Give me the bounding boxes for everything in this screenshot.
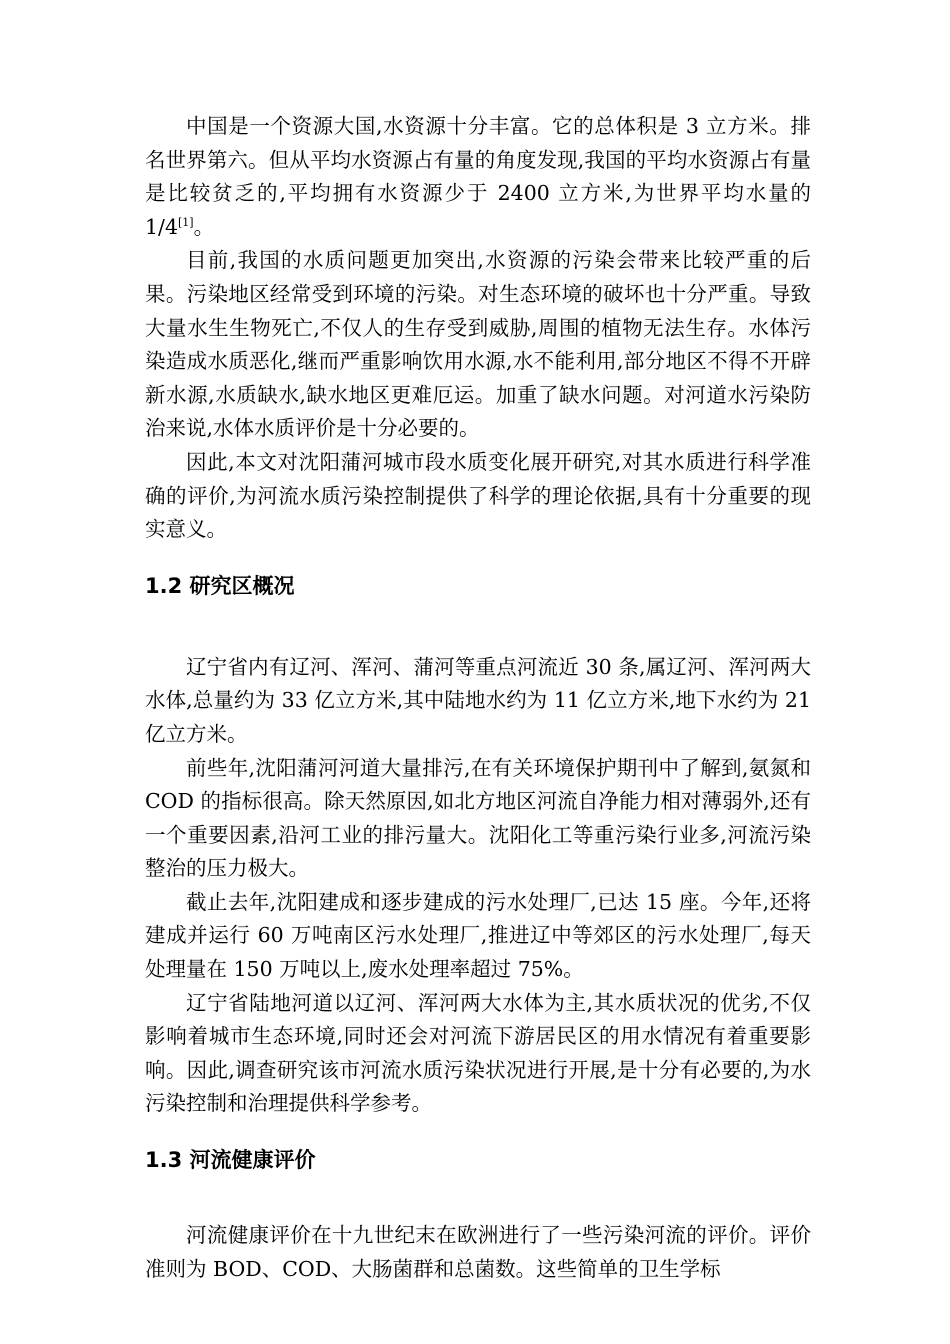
section-heading-1-2: 1.2 研究区概况 xyxy=(145,573,295,598)
paragraph-puhe-pollution: 前些年,沈阳蒲河河道大量排污,在有关环境保护期刊中了解到,氨氮和 COD 的指标很高。除天然原因,如北方地区河流自净能力相对薄弱外,还有一个重要因素,沿河工业的排污量大。沈阳化工等重污染行业多,河流污染整治的压力极大。 xyxy=(145,755,811,881)
document-page xyxy=(145,110,811,1286)
paragraph-research-purpose: 因此,本文对沈阳蒲河城市段水质变化展开研究,对其水质进行科学准确的评价,为河流水质污染控制提供了科学的理论依据,具有十分重要的现实意义。 xyxy=(145,449,811,542)
paragraph-river-health-evaluation: 河流健康评价在十九世纪末在欧洲进行了一些污染河流的评价。评价准则为 BOD、COD、大肠菌群和总菌数。这些简单的卫生学标 xyxy=(145,1223,811,1281)
citation-marker: [1] xyxy=(178,215,194,229)
paragraph-text: 中国是一个资源大国,水资源十分丰富。它的总体积是 3 立方米。排名世界第六。但从平均水资源占有量的角度发现,我国的平均水资源占有量是比较贫乏的,平均拥有水资源少于 2400 立方米,为世界平均水量的 1/4 xyxy=(145,114,811,239)
paragraph-water-quality-problem: 目前,我国的水质问题更加突出,水资源的污染会带来比较严重的后果。污染地区经常受到环境的污染。对生态环境的破坏也十分严重。导致大量水生生物死亡,不仅人的生存受到威胁,周围的植物无法生存。水体污染造成水质恶化,继而严重影响饮用水源,水不能利用,部分地区不得不开辟新水源,水质缺水,缺水地区更难厄运。加重了缺水问题。对河道水污染防治来说,水体水质评价是十分必要的。 xyxy=(145,248,811,441)
paragraph-end: 。 xyxy=(193,214,215,239)
paragraph-sewage-plants: 截止去年,沈阳建成和逐步建成的污水处理厂,已达 15 座。今年,还将建成并运行 60 万吨南区污水处理厂,推进辽中等郊区的污水处理厂,每天处理量在 150 万吨以上,废水处理率超过 75%。 xyxy=(145,889,811,982)
section-heading-1-3: 1.3 河流健康评价 xyxy=(145,1148,316,1173)
paragraph-water-resources xyxy=(145,110,811,244)
paragraph-liaoning-rivers: 辽宁省内有辽河、浑河、蒲河等重点河流近 30 条,属辽河、浑河两大水体,总量约为 33 亿立方米,其中陆地水约为 11 亿立方米,地下水约为 21 亿立方米。 xyxy=(145,654,811,746)
paragraph-water-quality-importance: 辽宁省陆地河道以辽河、浑河两大水体为主,其水质状况的优劣,不仅影响着城市生态环境,同时还会对河流下游居民区的用水情况有着重要影响。因此,调查研究该市河流水质污染状况进行开展,是十分有必要的,为水污染控制和治理提供科学参考。 xyxy=(145,990,811,1116)
